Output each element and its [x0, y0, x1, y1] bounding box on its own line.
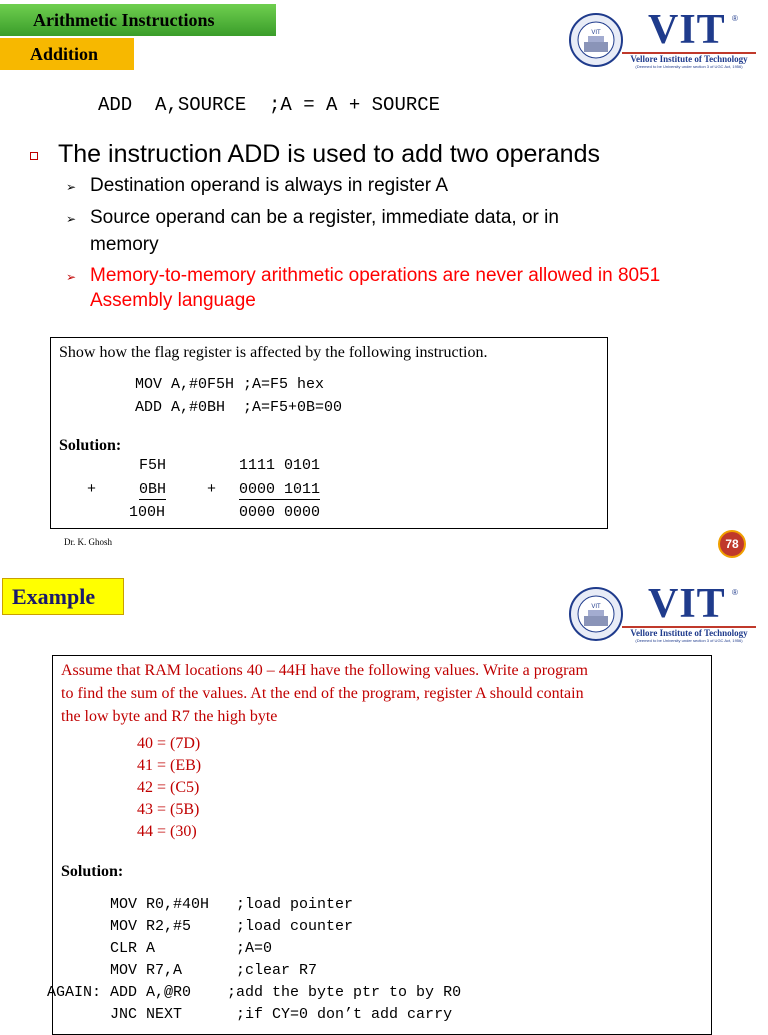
page-number-badge: 78	[718, 530, 746, 558]
square-bullet-icon	[30, 152, 38, 160]
sub-bullet-2: Source operand can be a register, immediate data, or in	[90, 207, 559, 228]
calc-plus: +	[87, 481, 97, 498]
vit-seal-icon	[568, 12, 624, 68]
sub-bullet-3-cont: Assembly language	[90, 290, 256, 311]
code-line: MOV A,#0F5H ;A=F5 hex	[135, 376, 325, 393]
calc-plus: +	[207, 481, 217, 498]
example-title: Example	[2, 578, 124, 615]
vit-logo-subtitle: Vellore Institute of Technology	[622, 626, 756, 638]
vit-seal-icon	[568, 586, 624, 642]
sub-bullet-2-cont: memory	[90, 234, 159, 255]
code-line: JNC NEXT ;if CY=0 don’t add carry	[47, 1006, 453, 1023]
vit-logo-reg: ®	[732, 14, 738, 23]
solution-label: Solution:	[61, 863, 124, 880]
add-syntax: ADD A,SOURCE ;A = A + SOURCE	[98, 94, 441, 116]
problem-line: Assume that RAM locations 40 – 44H have the following values. Write a program	[61, 662, 588, 679]
vit-logo-tagline: (Deemed to be University under section 3 of UGC Act, 1956)	[635, 64, 743, 69]
code-line: MOV R0,#40H ;load pointer	[47, 896, 354, 913]
code-line: ADD A,#0BH ;A=F5+0B=00	[135, 399, 343, 416]
problem-line: the low byte and R7 the high byte	[61, 708, 278, 725]
solution-label: Solution:	[59, 437, 122, 454]
flag-example-box	[50, 337, 608, 529]
vit-logo-text: VIT	[648, 7, 726, 53]
flag-question: Show how the flag register is affected by the following instruction.	[59, 344, 488, 361]
ram-value: 44 = (30)	[137, 823, 197, 840]
sum-example-box	[47, 655, 712, 1035]
seal-text: VIT	[591, 30, 601, 36]
calc-bin-3: 0000 0000	[239, 504, 321, 521]
vit-logo	[568, 7, 758, 69]
vit-logo-reg: ®	[732, 588, 738, 597]
author-footer: Dr. K. Ghosh	[64, 537, 113, 547]
ram-value: 40 = (7D)	[137, 735, 201, 752]
code-line: AGAIN: ADD A,@R0 ;add the byte ptr to by R0	[47, 984, 462, 1001]
sub-bullet-3: Memory-to-memory arithmetic operations are never allowed in 8051	[90, 265, 661, 286]
calc-hex-1: F5H	[139, 457, 167, 474]
vit-logo	[568, 581, 758, 643]
calc-bin-1: 1111 0101	[239, 457, 321, 474]
calc-hex-2: 0BH	[139, 481, 167, 498]
calc-bin-2: 0000 1011	[239, 481, 321, 498]
ram-value: 42 = (C5)	[137, 779, 200, 796]
ram-value: 43 = (5B)	[137, 801, 200, 818]
ram-value: 41 = (EB)	[137, 757, 202, 774]
arrow-bullet-icon: ➢	[66, 180, 77, 194]
code-line: MOV R2,#5 ;load counter	[47, 918, 354, 935]
vit-logo-tagline: (Deemed to be University under section 3 of UGC Act, 1956)	[635, 638, 743, 643]
code-line: CLR A ;A=0	[47, 940, 273, 957]
main-bullet: The instruction ADD is used to add two operands	[58, 140, 600, 168]
vit-logo-subtitle: Vellore Institute of Technology	[622, 52, 756, 64]
problem-line: to find the sum of the values. At the end of the program, register A should contain	[61, 685, 584, 702]
sub-bullet-1: Destination operand is always in register A	[90, 175, 449, 196]
arrow-bullet-icon: ➢	[66, 212, 77, 226]
vit-logo-text: VIT	[648, 581, 726, 627]
slide-title: Arithmetic Instructions	[0, 4, 276, 36]
calc-hex-3: 100H	[129, 504, 166, 521]
slide-subtitle: Addition	[0, 38, 134, 70]
seal-text: VIT	[591, 604, 601, 610]
code-line: MOV R7,A ;clear R7	[47, 962, 318, 979]
arrow-bullet-icon: ➢	[66, 270, 77, 284]
